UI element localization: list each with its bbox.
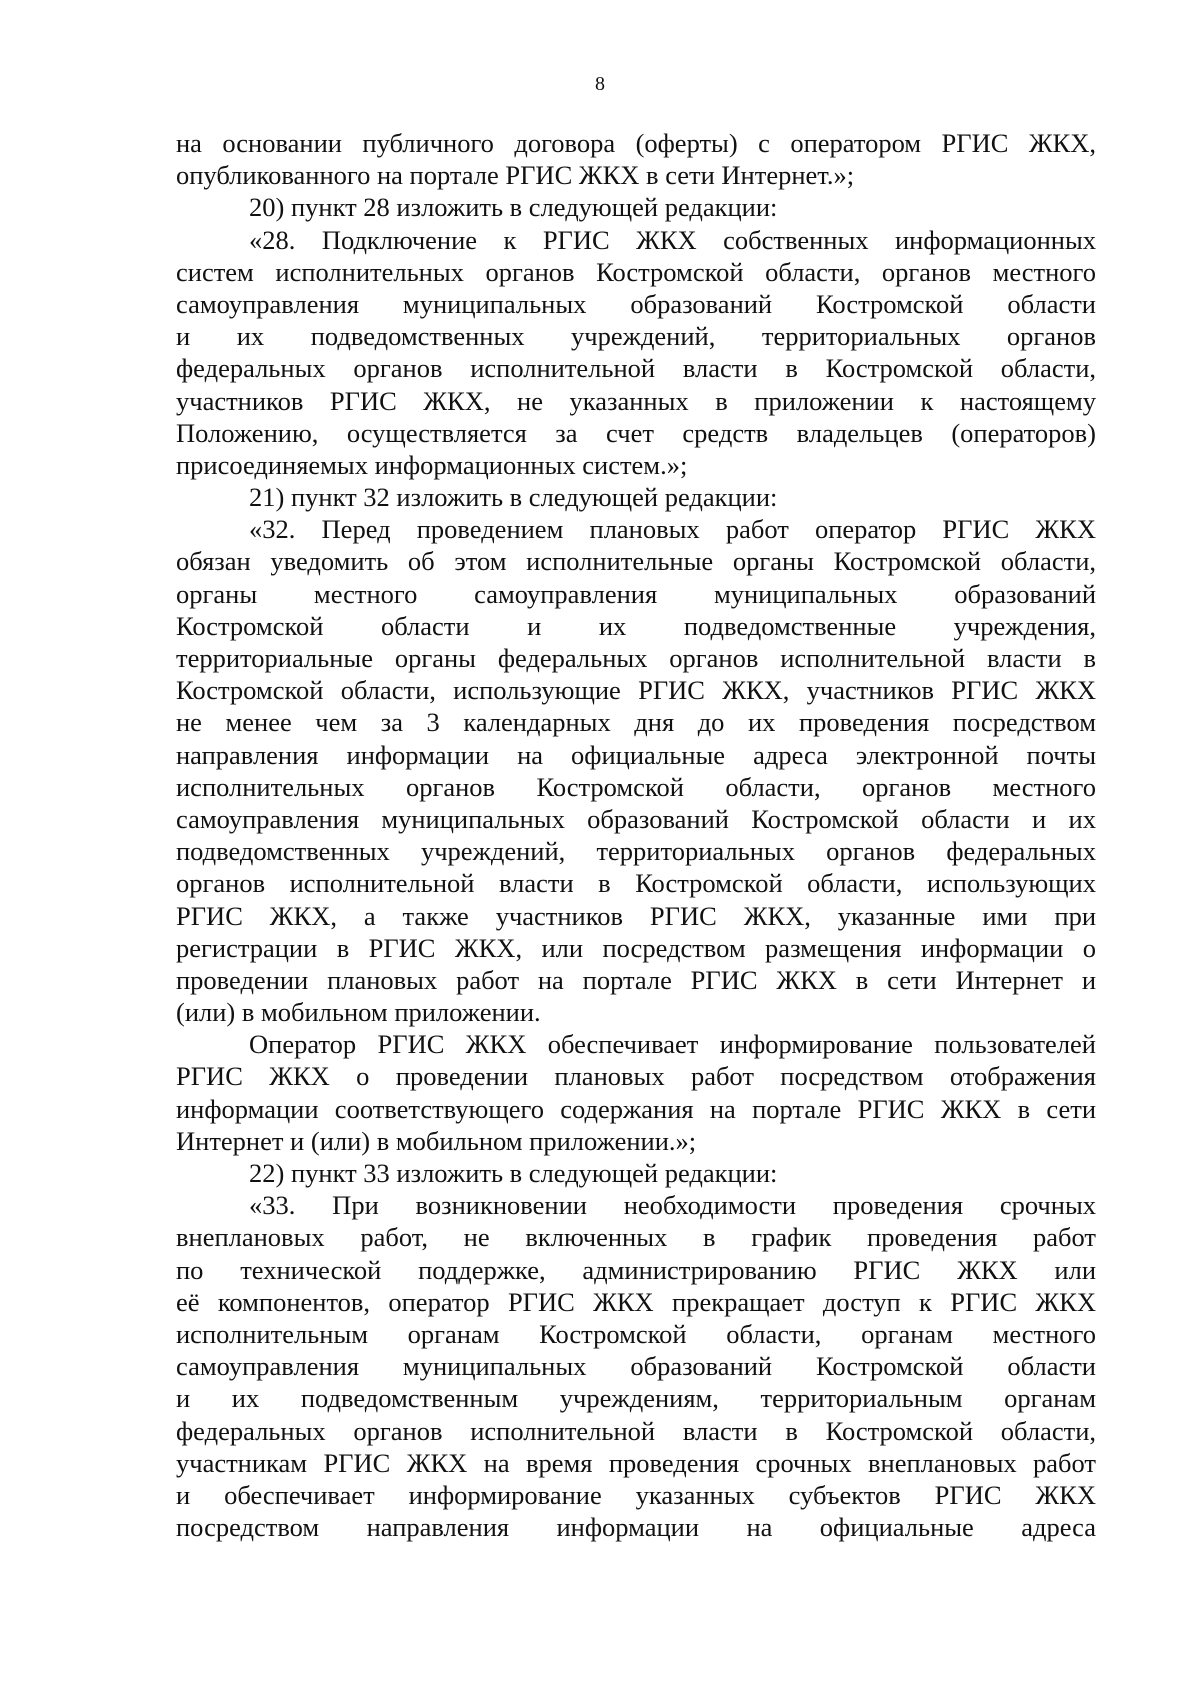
- text-line: и их подведомственных учреждений, территориальных органов: [176, 321, 1096, 352]
- text-line: «32. Перед проведением плановых работ оператор РГИС ЖКХ: [249, 514, 1096, 545]
- text-line: органы местного самоуправления муниципальных образований: [176, 578, 1096, 609]
- text-line: по технической поддержке, администрированию РГИС ЖКХ или: [176, 1254, 1096, 1285]
- text-line: федеральных органов исполнительной власти в Костромской области,: [176, 353, 1096, 384]
- text-line: участников РГИС ЖКХ, не указанных в приложении к настоящему: [176, 385, 1096, 416]
- text-line: РГИС ЖКХ о проведении плановых работ посредством отображения: [176, 1061, 1096, 1092]
- text-line: подведомственных учреждений, территориальных органов федеральных: [176, 836, 1096, 867]
- text-line: Костромской области, использующие РГИС ЖКХ, участников РГИС ЖКХ: [176, 675, 1096, 706]
- text-line: РГИС ЖКХ, а также участников РГИС ЖКХ, указанные ими при: [176, 900, 1096, 931]
- text-line: «33. При возникновении необходимости проведения срочных: [249, 1190, 1096, 1221]
- text-line: 21) пункт 32 изложить в следующей редакции:: [249, 482, 778, 513]
- text-line: самоуправления муниципальных образований Костромской области: [176, 1351, 1096, 1382]
- text-line: и обеспечивает информирование указанных субъектов РГИС ЖКХ: [176, 1479, 1096, 1510]
- text-line: посредством направления информации на официальные адреса: [176, 1512, 1096, 1543]
- document-body: [176, 127, 1096, 1543]
- text-line: Оператор РГИС ЖКХ обеспечивает информирование пользователей: [249, 1029, 1096, 1060]
- text-line: информации соответствующего содержания на портале РГИС ЖКХ в сети: [176, 1093, 1096, 1124]
- text-line: исполнительным органам Костромской области, органам местного: [176, 1318, 1096, 1349]
- text-line: участникам РГИС ЖКХ на время проведения срочных внеплановых работ: [176, 1447, 1096, 1478]
- text-line: на основании публичного договора (оферты) с оператором РГИС ЖКХ,: [176, 128, 1096, 158]
- text-line: 22) пункт 33 изложить в следующей редакции:: [249, 1158, 778, 1188]
- page-number: 8: [595, 73, 605, 95]
- text-line: Положению, осуществляется за счет средств владельцев (операторов): [176, 417, 1096, 448]
- text-line: (или) в мобильном приложении.: [176, 997, 541, 1028]
- text-line: федеральных органов исполнительной власти в Костромской области,: [176, 1415, 1096, 1446]
- text-line: Костромской области и их подведомственные учреждения,: [176, 610, 1096, 641]
- text-line: присоединяемых информационных систем.»;: [176, 449, 688, 480]
- text-line: проведении плановых работ на портале РГИС ЖКХ в сети Интернет и: [176, 964, 1096, 995]
- text-line: внеплановых работ, не включенных в график проведения работ: [176, 1222, 1096, 1253]
- text-line: систем исполнительных органов Костромской области, органов местного: [176, 256, 1096, 287]
- text-line: и их подведомственным учреждениям, территориальным органам: [176, 1383, 1096, 1414]
- text-line: исполнительных органов Костромской области, органов местного: [176, 771, 1096, 802]
- text-line: направления информации на официальные адреса электронной почты: [176, 739, 1096, 770]
- text-line: не менее чем за 3 календарных дня до их проведения посредством: [176, 707, 1096, 738]
- text-line: Интернет и (или) в мобильном приложении.»;: [176, 1125, 697, 1156]
- text-line: территориальные органы федеральных органов исполнительной власти в: [176, 643, 1096, 673]
- text-line: регистрации в РГИС ЖКХ, или посредством размещения информации о: [176, 932, 1096, 963]
- text-line: «28. Подключение к РГИС ЖКХ собственных информационных: [249, 224, 1096, 255]
- text-line: обязан уведомить об этом исполнительные органы Костромской области,: [176, 546, 1096, 577]
- text-line: органов исполнительной власти в Костромской области, использующих: [176, 868, 1096, 899]
- text-line: самоуправления муниципальных образований Костромской области: [176, 288, 1096, 319]
- text-line: её компонентов, оператор РГИС ЖКХ прекращает доступ к РГИС ЖКХ: [176, 1286, 1096, 1317]
- text-line: 20) пункт 28 изложить в следующей редакции:: [249, 192, 778, 223]
- text-line: опубликованного на портале РГИС ЖКХ в сети Интернет.»;: [176, 160, 855, 191]
- text-line: самоуправления муниципальных образований Костромской области и их: [176, 803, 1096, 834]
